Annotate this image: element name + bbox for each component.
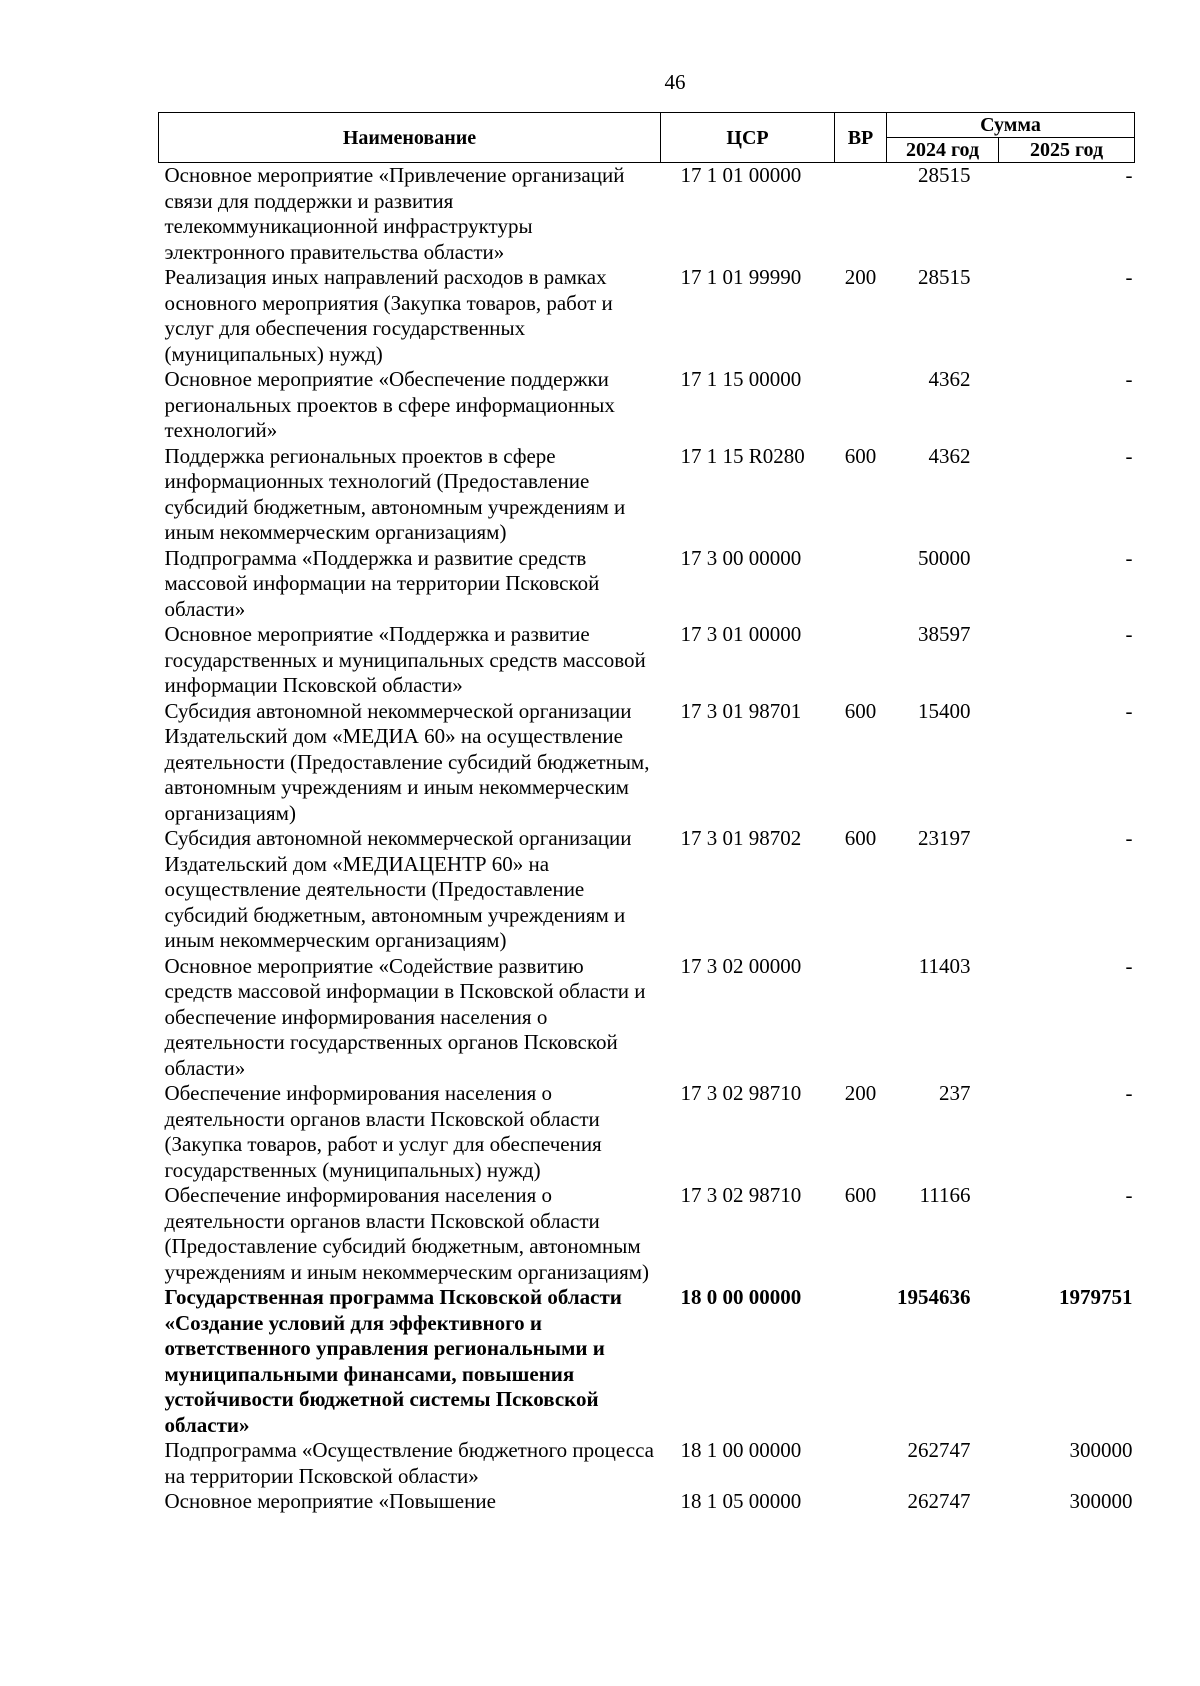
row-vr-code bbox=[835, 1438, 887, 1489]
row-name: Обеспечение информирования населения о деятельности органов власти Псковской области (Закупка товаров, работ и услуг для обеспечения государственных (муниципальных) нужд) bbox=[164, 1081, 602, 1182]
row-csr-code: 17 3 00 00000 bbox=[680, 545, 802, 570]
table-row bbox=[159, 1438, 1135, 1489]
row-csr-code: 17 3 01 98701 bbox=[680, 698, 802, 723]
row-amount-2025: - bbox=[1125, 953, 1133, 978]
row-amount-2024: 23197 bbox=[918, 826, 971, 850]
row-amount-2025: - bbox=[1125, 622, 1133, 646]
row-vr-code: 200 bbox=[844, 1081, 877, 1105]
row-amount-2024: 237 bbox=[939, 1081, 971, 1105]
row-csr-code: 17 3 02 00000 bbox=[680, 953, 802, 978]
row-amount-2025: - bbox=[1125, 1183, 1133, 1207]
row-amount-2024: 28515 bbox=[918, 265, 971, 289]
row-vr-code: 200 bbox=[844, 265, 877, 289]
table-row bbox=[159, 826, 1135, 954]
row-amount-2025: - bbox=[1125, 1081, 1133, 1105]
budget-table bbox=[158, 112, 1135, 1515]
row-csr-code: 18 1 00 00000 bbox=[680, 1438, 802, 1462]
row-amount-2024: 262747 bbox=[907, 1438, 971, 1462]
row-csr-code: 17 3 01 00000 bbox=[680, 622, 802, 646]
row-name: Основное мероприятие «Обеспечение поддержки региональных проектов в сфере информационных технологий» bbox=[164, 367, 615, 442]
header-vr: ВР bbox=[835, 113, 887, 163]
row-name: Поддержка региональных проектов в сфере информационных технологий (Предоставление субсидий бюджетным, автономным учреждениям и иным некоммерческим организациям) bbox=[164, 443, 626, 544]
row-amount-2024: 262747 bbox=[907, 1489, 971, 1513]
row-amount-2025: - bbox=[1125, 826, 1133, 850]
row-vr-code bbox=[835, 367, 887, 444]
table-row bbox=[159, 546, 1135, 623]
table-row bbox=[159, 1183, 1135, 1285]
row-name: Обеспечение информирования населения о деятельности органов власти Псковской области (Предоставление субсидий бюджетным, автономным учреждениям и иным некоммерческим организациям) bbox=[164, 1183, 650, 1284]
row-name: Подпрограмма «Поддержка и развитие средств массовой информации на территории Псковской области» bbox=[164, 545, 600, 621]
header-sum: Сумма bbox=[887, 113, 1135, 138]
table-header bbox=[159, 113, 1135, 163]
row-amount-2024: 38597 bbox=[918, 622, 971, 646]
row-vr-code: 600 bbox=[844, 1183, 877, 1207]
row-csr-code: 17 3 01 98702 bbox=[680, 826, 802, 850]
row-vr-code bbox=[835, 954, 887, 1082]
row-amount-2024: 15400 bbox=[918, 698, 971, 723]
row-name: Основное мероприятие «Содействие развитию средств массовой информации в Псковской области и обеспечение информирования населения о деятельности государственных органов Псковской области» bbox=[164, 953, 646, 1080]
row-vr-code bbox=[835, 1489, 887, 1515]
row-amount-2025: 1979751 bbox=[1059, 1285, 1133, 1309]
row-amount-2025: - bbox=[1125, 698, 1133, 723]
row-csr-code: 17 3 02 98710 bbox=[680, 1183, 802, 1207]
row-name: Подпрограмма «Осуществление бюджетного процесса на территории Псковской области» bbox=[164, 1438, 654, 1488]
table-row bbox=[159, 163, 1135, 266]
row-amount-2025: - bbox=[1125, 367, 1133, 391]
row-vr-code bbox=[835, 163, 887, 266]
row-vr-code: 600 bbox=[844, 443, 877, 468]
row-amount-2024: 4362 bbox=[928, 443, 971, 468]
table-row bbox=[159, 1285, 1135, 1438]
row-csr-code: 17 1 15 R0280 bbox=[680, 443, 805, 468]
row-amount-2024: 1954636 bbox=[897, 1285, 971, 1309]
page-number: 46 bbox=[664, 70, 686, 94]
row-csr-code: 17 3 02 98710 bbox=[680, 1081, 802, 1105]
row-amount-2025: - bbox=[1125, 545, 1133, 570]
row-vr-code: 600 bbox=[844, 826, 877, 850]
row-amount-2024: 28515 bbox=[918, 163, 971, 187]
row-amount-2024: 50000 bbox=[918, 545, 971, 570]
row-name: Субсидия автономной некоммерческой организации Издательский дом «МЕДИАЦЕНТР 60» на осуществление деятельности (Предоставление субсидий бюджетным, автономным учреждениям и иным некоммерческим организациям) bbox=[164, 826, 632, 952]
row-name: Основное мероприятие «Привлечение организаций связи для поддержки и развития телекоммуникационной инфраструктуры электронного правительства области» bbox=[164, 163, 625, 264]
row-csr-code: 17 1 01 99990 bbox=[680, 265, 802, 289]
table-row bbox=[159, 699, 1135, 827]
table-row bbox=[159, 444, 1135, 546]
header-name: Наименование bbox=[159, 113, 661, 163]
row-vr-code bbox=[835, 1285, 887, 1438]
row-name: Государственная программа Псковской области «Создание условий для эффективного и ответственного управления региональными и муниципальными финансами, повышения устойчивости бюджетной системы Псковской области» bbox=[164, 1285, 622, 1437]
header-year-2024: 2024 год bbox=[887, 138, 999, 163]
table-row bbox=[159, 954, 1135, 1082]
row-amount-2024: 11403 bbox=[918, 953, 971, 978]
row-amount-2025: - bbox=[1125, 443, 1133, 468]
table-row bbox=[159, 1489, 1135, 1515]
row-name: Субсидия автономной некоммерческой организации Издательский дом «МЕДИА 60» на осуществление деятельности (Предоставление субсидий бюджетным, автономным учреждениям и иным некоммерческим организациям) bbox=[164, 698, 650, 825]
row-amount-2025: 300000 bbox=[1069, 1489, 1133, 1513]
header-year-2025: 2025 год bbox=[999, 138, 1135, 163]
row-name: Основное мероприятие «Повышение bbox=[164, 1489, 496, 1513]
row-csr-code: 17 1 15 00000 bbox=[680, 367, 802, 391]
row-name: Реализация иных направлений расходов в рамках основного мероприятия (Закупка товаров, работ и услуг для обеспечения государственных (муниципальных) нужд) bbox=[164, 265, 613, 366]
row-vr-code bbox=[835, 622, 887, 699]
row-amount-2024: 11166 bbox=[919, 1183, 971, 1207]
row-amount-2025: - bbox=[1125, 163, 1133, 187]
row-csr-code: 18 0 00 00000 bbox=[680, 1285, 802, 1309]
row-amount-2025: - bbox=[1125, 265, 1133, 289]
row-csr-code: 17 1 01 00000 bbox=[680, 163, 802, 187]
row-name: Основное мероприятие «Поддержка и развитие государственных и муниципальных средств массовой информации Псковской области» bbox=[164, 622, 646, 697]
table-row bbox=[159, 367, 1135, 444]
table-row bbox=[159, 1081, 1135, 1183]
table-body bbox=[159, 163, 1135, 1515]
row-csr-code: 18 1 05 00000 bbox=[680, 1489, 802, 1513]
header-csr: ЦСР bbox=[661, 113, 835, 163]
row-vr-code bbox=[835, 546, 887, 623]
row-vr-code: 600 bbox=[844, 698, 877, 723]
budget-table-container bbox=[158, 112, 1134, 1515]
row-amount-2024: 4362 bbox=[928, 367, 971, 391]
row-amount-2025: 300000 bbox=[1069, 1438, 1133, 1462]
table-row bbox=[159, 265, 1135, 367]
table-row bbox=[159, 622, 1135, 699]
